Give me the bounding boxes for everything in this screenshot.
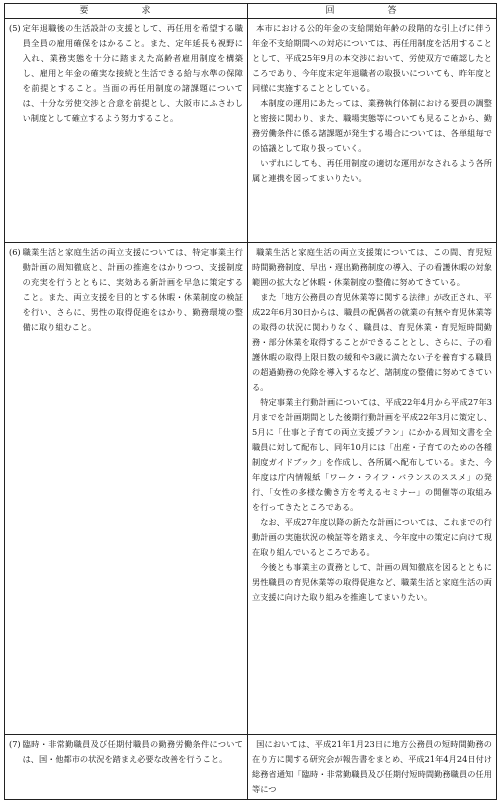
answer-paragraph: 本制度の運用にあたっては、業務執行体制における要員の調整と密接に関わり、また、職場実態等についても見ることから、勤務労働条件に係る諸課題が発生する場合については、各単組毎での協議として取り扱っていく。 bbox=[252, 98, 492, 153]
answer-paragraph: 職業生活と家庭生活の両立支援策については、この間、育児短時間勤務制度、早出・遅出勤務制度の導入、子の看護休暇の対象範囲の拡大など休暇・休業制度の整備に努めてきている。 bbox=[252, 247, 492, 287]
request-cell bbox=[5, 19, 248, 243]
request-answer-table bbox=[4, 3, 497, 800]
answer-paragraph: 国においては、平成21年1月23日に地方公務員の短時間勤務の在り方に関する研究会が報告書をまとめ、平成21年4月24日付け総務省通知「臨時・非常勤職員及び任期付短時間勤務職員の任用等につ bbox=[252, 739, 492, 794]
request-text: 定年退職後の生活設計の支援として、再任用を希望する職員全員の雇用確保をはかること。また、定年延長も視野に入れ、業務実態を十分に踏まえた高齢者雇用制度を構築し、雇用と年金の確実な接続と生活できる給与水準の保障を前提とすること。当面の再任用制度の諸課題については、十分な労使交渉と合意を前提とし、大阪市にふさわしい制度として確立するよう努力すること。 bbox=[22, 23, 243, 123]
table-header-row bbox=[5, 4, 497, 19]
answer-cell bbox=[248, 243, 497, 735]
answer-cell bbox=[248, 19, 497, 243]
item-number: (6) bbox=[9, 247, 21, 257]
table-row bbox=[5, 735, 497, 800]
request-column-header: 要 求 bbox=[5, 4, 248, 19]
answer-paragraph: いずれにしても、再任用制度の適切な運用がなされるよう各所属と連携を図ってまいりたい。 bbox=[252, 158, 492, 183]
request-cell bbox=[5, 735, 248, 800]
request-cell bbox=[5, 243, 248, 735]
answer-paragraph: 本市における公的年金の支給開始年齢の段階的な引上げに伴う年金不支給期間への対応については、再任用制度を活用することとして、平成25年9月の本交渉において、労使双方で確認したところであり、今年度末定年退職者の取扱いについても、昨年度と同様に実施することとしている。 bbox=[252, 23, 492, 93]
answer-paragraph: 今後とも事業主の責務として、計画の周知徹底を図るとともに男性職員の育児休業等の取得促進など、職業生活と家庭生活の両立支援に向けた取り組みを推進してまいりたい。 bbox=[252, 562, 492, 602]
request-text: 職業生活と家庭生活の両立支援については、特定事業主行動計画の周知徹底と、計画の推進をはかりつつ、支援制度の充実を行うとともに、実効ある新計画を早急に策定すること。また、両立支援を目的とする休暇・休業制度の検証を行い、さらに、男性の取得促進をはかり、勤務環境の整備に取り組むこと。 bbox=[22, 247, 243, 332]
table-row bbox=[5, 19, 497, 243]
request-text: 臨時・非常勤職員及び任期付職員の勤務労働条件については、国・他都市の状況を踏まえ必要な改善を行うこと。 bbox=[22, 739, 243, 764]
answer-column-header: 回 答 bbox=[248, 4, 497, 19]
answer-paragraph: また「地方公務員の育児休業等に関する法律」が改正され、平成22年6月30日からは、職員の配偶者の就業の有無や育児休業等の取得の状況に関わりなく、職員は、育児休業・育児短時間勤務・部分休業を取得することができることとし、さらに、子の看護休暇の取得上限日数の緩和や3歳に満たない子を養育する職員の超過勤務の免除を導入するなど、諸制度の整備に努めてきている。 bbox=[252, 292, 492, 392]
item-number: (7) bbox=[9, 739, 21, 749]
item-number: (5) bbox=[9, 23, 21, 33]
answer-paragraph: 特定事業主行動計画については、平成22年4月から平成27年3月までを計画期間とした後期行動計画を平成22年3月に策定し、5月に「仕事と子育ての両立支援プラン」にかかる周知文書を全職員に対して配布し、同年10月には「出産・子育てのための各種制度ガイドブック」を作成し、各所属へ配布している。また、今年度は庁内情報紙「ワーク・ライフ・バランスのススメ」の発行、「女性の多様な働き方を考えるセミナー」の開催等の取組みを行ってきたところである。 bbox=[252, 397, 492, 512]
answer-cell bbox=[248, 735, 497, 800]
table-row bbox=[5, 243, 497, 735]
answer-paragraph: なお、平成27年度以降の新たな計画については、これまでの行動計画の実施状況の検証等を踏まえ、今年度中の策定に向けて現在取り組んでいるところである。 bbox=[252, 517, 492, 557]
